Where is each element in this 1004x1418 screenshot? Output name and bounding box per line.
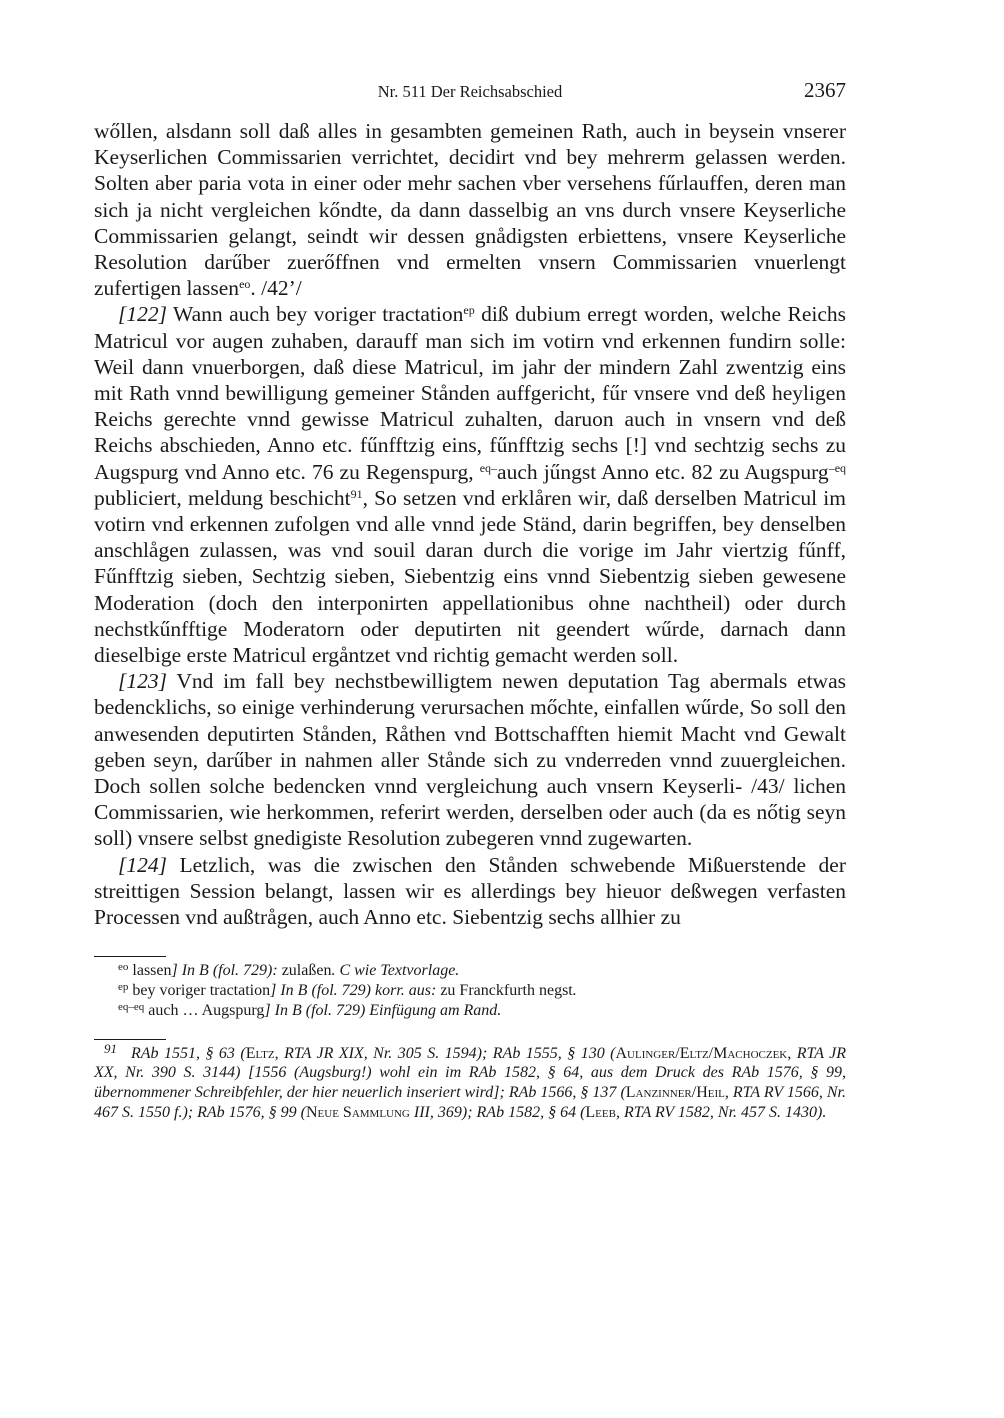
paragraph-text: diß dubium erregt worden, welche Reichs Matricul vor augen zuhaben, darauff man sich im votirn vnd erkennen fundirn solle: Weil dann vnuerborgen, daß diese Matricul, im jahr der mindern Zahl zwentzig eins mit Rath vnnd bewilligung gemeiner Stånden auffgericht, fűr vnsere vnd deß heyligen Reichs gerechte vnnd gewisse Matricul zuhalten, daruon auch in vnsern vnd deß Reichs abschieden, Anno etc. fűnfftzig eins, fűnfftzig sechs [!] vnd sechtzig sechs zu Augspurg vnd Anno etc. 76 zu Regenspurg,	[94, 302, 847, 484]
main-text	[94, 118, 846, 930]
footnote-text: III, 369); RAb 1582, § 64 (	[409, 1104, 586, 1122]
footnote-text: , RTA RV 1566, Nr. 467 S. 1550 f.); RAb 1576, § 99 (	[94, 1084, 846, 1122]
critical-apparatus	[94, 961, 846, 1020]
paragraph-text: . /42’/	[250, 276, 302, 301]
footnote-divider	[94, 1039, 166, 1040]
critical-mark: –eq	[828, 460, 847, 475]
note-lemma: bey voriger tractation	[128, 982, 271, 1000]
paragraph-text: Wann auch bey voriger tractation	[166, 302, 464, 327]
paragraph-text: Vnd im fall bey nechstbewilligtem newen deputation Tag abermals etwas bedencklichs, so einige verhinderung verursachen mőchte, einfallen wűrde, So soll den anwesenden deputirten Stånden, Råthen vnd Bottschafften hiemit Macht vnd Gewalt geben seyn, darűber in nahmen aller Stånde sich zu vnderreden vnnd zuuergleichen. Doch sollen solche bedencken vnnd vergleichung auch vnsern Keyserli- /43/ lichen Commissarien, wie herkommen, referirt werden, derselben oder auch (da es nőtig seyn soll) vnsere selbst gnedigiste Resolution zubegeren vnnd zugewarten.	[94, 669, 846, 851]
section-number: [124]	[118, 852, 167, 877]
critical-note	[94, 1001, 846, 1021]
footnote-divider	[94, 956, 166, 957]
section-number: [123]	[118, 669, 167, 694]
note-mark: ep	[118, 981, 129, 994]
paragraph-text: wőllen, alsdann soll daß alles in gesambten gemeinen Rath, auch in beysein vnserer Keyserlichen Commissarien verrichtet, decidirt vnd bey mehrerm gelassen werden. Solten aber paria vota in einer oder mehr sachen vber versehens fűrlauffen, deren man sich ja nicht vergleichen kőndte, da dann dasselbig an vns durch vnsere Keyserliche Commissarien gelangt, seindt wir dessen gnådigsten erbiettens, vnsere Keyserliche Resolution darűber zuerőffnen vnd ermelten vnsern Commissarien vnuerlengt zufertigen lassen	[94, 119, 846, 301]
author-name: Eltz	[245, 1044, 275, 1062]
note-comment: ] In B (fol. 729):	[171, 962, 282, 980]
paragraph-text: publiciert, meldung beschicht	[94, 485, 351, 510]
critical-mark: ep	[463, 303, 475, 318]
footnote-text: , RTA RV 1582, Nr. 457 S. 1430).	[615, 1104, 827, 1122]
footnote-text: , RTA JR XIX, Nr. 305 S. 1594); RAb 1555, § 130 (	[274, 1044, 616, 1062]
note-reading: zulaßen	[281, 962, 332, 980]
author-name: Aulinger/Eltz/Machoczek	[615, 1044, 788, 1062]
critical-mark: eo	[239, 277, 251, 292]
author-name: Lanzinner/Heil	[625, 1084, 725, 1102]
paragraph-124	[94, 852, 846, 931]
critical-note	[94, 961, 846, 981]
author-name: Neue Sammlung	[305, 1104, 410, 1122]
paragraph-123	[94, 668, 846, 851]
footnote-number: 91	[104, 1040, 117, 1056]
note-comment: ] In B (fol. 729) Einfügung am Rand.	[264, 1001, 502, 1019]
note-lemma: lassen	[128, 962, 172, 980]
section-number: [122]	[118, 302, 167, 327]
note-reading: zu Franckfurth negst	[440, 982, 573, 1000]
paragraph-text: Letzlich, was die zwischen den Stånden schwebende Mißuerstende der streittigen Session belangt, lassen wir es allerdings bey hieuor deßwegen verfasten Processen vnd außtrågen, auch Anno etc. Siebentzig sechs allhier zu	[94, 852, 846, 930]
paragraph-text: auch jűngst Anno etc. 82 zu Augspurg	[497, 459, 829, 484]
footnote-text: , RTA JR XX, Nr. 390 S. 3144) [1556 (Augsburg!) wohl ein im RAb 1582, § 64, aus dem Druck des RAb 1576, § 99, übernommener Schreibfehler, der hier neuerlich inseriert wird]; RAb 1566, § 137 (	[94, 1044, 847, 1102]
note-lemma: auch … Augspurg	[144, 1001, 265, 1019]
running-head	[94, 80, 846, 110]
paragraph-text: , So setzen vnd erklåren wir, daß derselben Matricul im votirn vnd erkennen zufolgen vnd alle vnnd jede Ständ, darin begriffen, bey denselben anschlågen zulassen, was vnd souil daran durch die vorige im Jahr viertzig fűnff, Fűnfftzig sieben, Sechtzig sieben, Siebentzig eins vnnd Siebentzig sieben gewesene Moderation (doch den interponirten appellationibus ohne nachtheil) oder durch nechstkűnfftige Moderatorn oder deputirten nit geendert wűrde, darnach dann dieselbige erste Matricul ergåntzet vnd richtig gemacht werden soll.	[94, 485, 846, 668]
critical-mark: eq–	[479, 460, 498, 475]
page-number: 2367	[804, 78, 846, 102]
document-page	[94, 80, 846, 1123]
note-comment: .	[572, 982, 577, 1000]
author-name: Leeb	[585, 1104, 616, 1122]
footnote-text: RAb 1551, § 63 (	[131, 1044, 246, 1062]
paragraph-continued	[94, 118, 846, 301]
footnote-91	[94, 1040, 847, 1123]
critical-note	[94, 981, 846, 1001]
running-head-title: Nr. 511 Der Reichsabschied	[377, 82, 563, 101]
note-mark: eq–eq	[118, 1000, 145, 1013]
footnotes	[94, 1040, 847, 1123]
note-comment: . C wie Textvorlage.	[331, 962, 460, 980]
note-mark: eo	[118, 961, 129, 974]
note-comment: ] In B (fol. 729) korr. aus:	[270, 982, 441, 1000]
footnote-mark: 91	[350, 486, 363, 501]
paragraph-122	[94, 301, 846, 668]
